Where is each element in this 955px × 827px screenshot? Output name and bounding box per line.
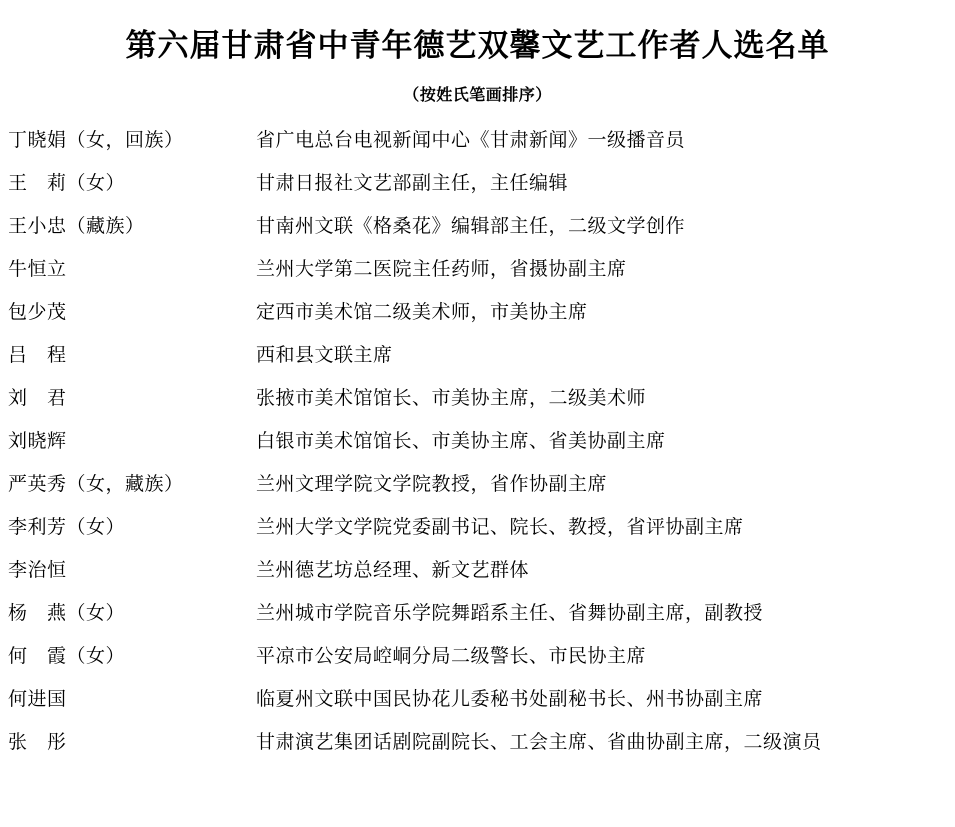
entry-description: 兰州大学第二医院主任药师，省摄协副主席 [256,258,627,280]
list-item [8,518,949,561]
entry-description: 平凉市公安局崆峒分局二级警长、市民协主席 [256,645,647,667]
list-item [8,475,949,518]
list-item [8,561,949,604]
entry-description: 定西市美术馆二级美术师，市美协主席 [256,301,588,323]
entry-description: 兰州大学文学院党委副书记、院长、教授，省评协副主席 [256,516,744,538]
list-item [8,604,949,647]
entry-name: 丁晓娟（女，回族） [8,129,184,151]
entry-description: 甘肃演艺集团话剧院副院长、工会主席、省曲协副主席，二级演员 [256,731,822,753]
entry-description: 白银市美术馆馆长、市美协主席、省美协副主席 [256,430,666,452]
page-title: 第六届甘肃省中青年德艺双馨文艺工作者人选名单 [125,28,830,64]
entry-name: 刘 君 [8,387,67,409]
entry-description: 张掖市美术馆馆长、市美协主席，二级美术师 [256,387,647,409]
list-item [8,260,949,303]
entry-name: 何进国 [8,688,67,710]
page-subtitle: （按姓氏笔画排序） [403,84,552,104]
entry-name: 吕 程 [8,344,67,366]
entry-name: 王小忠（藏族） [8,215,145,237]
entry-description: 西和县文联主席 [256,344,393,366]
entry-name: 杨 燕（女） [8,602,126,624]
entry-description: 甘肃日报社文艺部副主任，主任编辑 [256,172,569,194]
entry-name: 严英秀（女，藏族） [8,473,184,495]
entry-name: 牛恒立 [8,258,67,280]
list-item [8,647,949,690]
list-item [8,733,949,776]
name-list [0,131,955,776]
entry-name: 李治恒 [8,559,67,581]
document-page [0,26,955,827]
entry-description: 兰州城市学院音乐学院舞蹈系主任、省舞协副主席，副教授 [256,602,764,624]
entry-name: 何 霞（女） [8,645,126,667]
entry-description: 临夏州文联中国民协花儿委秘书处副秘书长、州书协副主席 [256,688,764,710]
list-item [8,174,949,217]
entry-name: 李利芳（女） [8,516,126,538]
entry-description: 兰州文理学院文学院教授，省作协副主席 [256,473,608,495]
list-item [8,690,949,733]
list-item [8,346,949,389]
entry-description: 省广电总台电视新闻中心《甘肃新闻》一级播音员 [256,129,686,151]
list-item [8,217,949,260]
entry-name: 包少茂 [8,301,67,323]
entry-name: 王 莉（女） [8,172,126,194]
list-item [8,303,949,346]
list-item [8,389,949,432]
entry-description: 甘南州文联《格桑花》编辑部主任，二级文学创作 [256,215,686,237]
list-item [8,432,949,475]
entry-description: 兰州德艺坊总经理、新文艺群体 [256,559,530,581]
entry-name: 张 彤 [8,731,67,753]
entry-name: 刘晓辉 [8,430,67,452]
list-item [8,131,949,174]
